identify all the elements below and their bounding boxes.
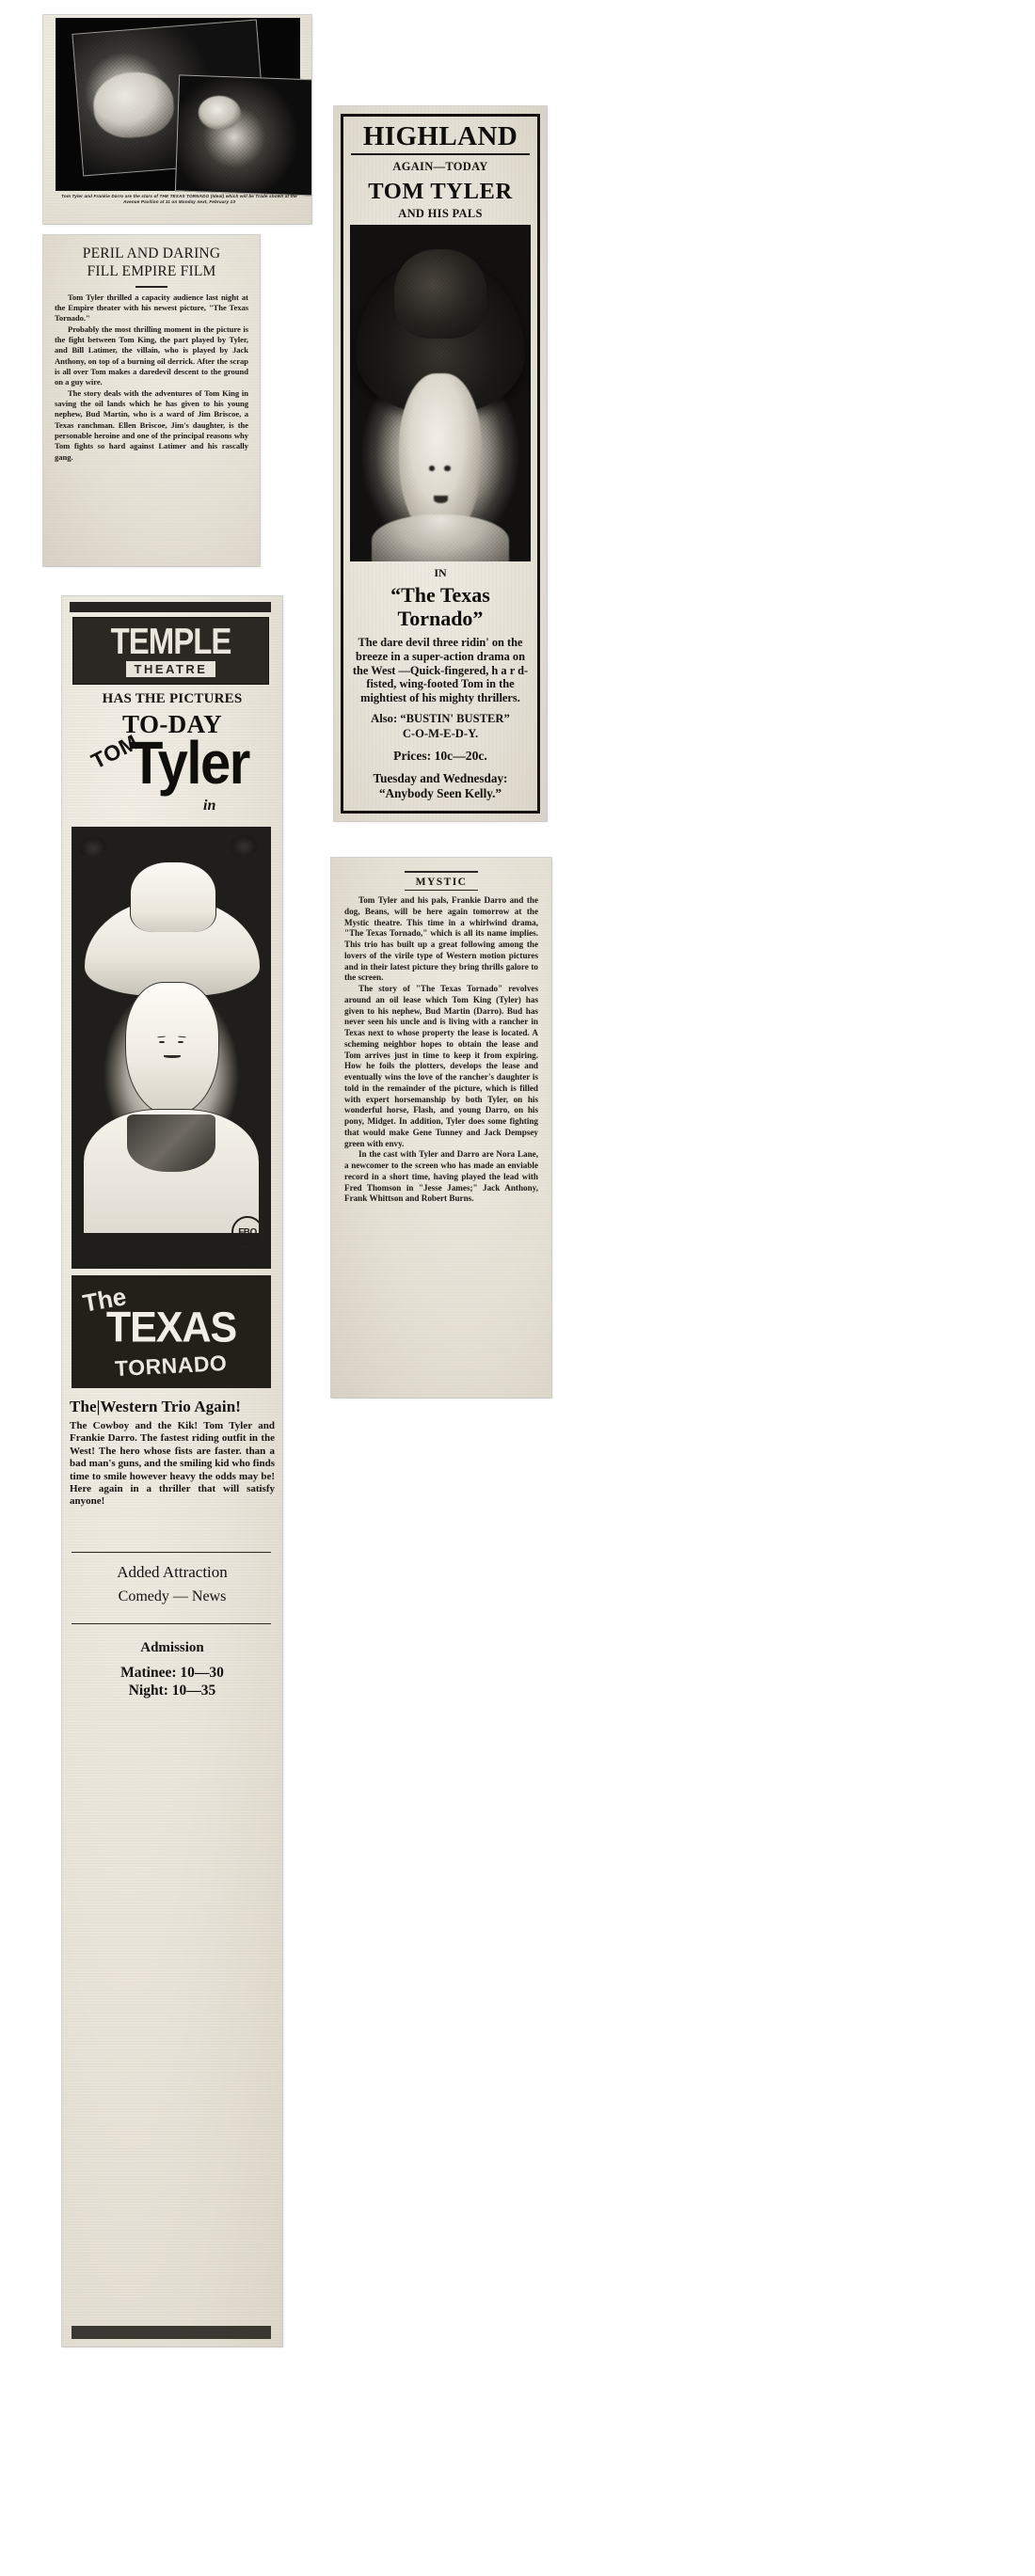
temple-matinee-price: Matinee: 10—30: [120, 1665, 224, 1681]
photo-caption: Tom Tyler and Frankie Darro are the stars of THE TEXAS TORNADO (Ideal) which will be Trade shown at the Avenue Pavilion at 11 on Monday next, February 13: [61, 194, 297, 205]
brow-right: [178, 1036, 186, 1038]
fbo-logo: FBO: [231, 1216, 263, 1248]
temple-blurb: The Cowboy and the Kik! Tom Tyler and Frankie Darro. The fastest riding outfit in the West! The hero whose fists are faster. than a bad man's guns, and the smiling kid who finds time to smile however heavy the odds may be! Here again in a thriller that will satisfy anyone!: [70, 1420, 275, 1508]
temple-divider-1: [72, 1552, 271, 1553]
highland-next-days: Tuesday and Wednesday:: [373, 770, 508, 785]
temple-ad-clipping: [62, 596, 282, 2347]
highland-ad-clipping: [334, 106, 547, 821]
highland-next-film: “Anybody Seen Kelly.”: [378, 785, 502, 800]
peril-divider: [135, 286, 167, 288]
temple-today: TO-DAY: [122, 710, 222, 738]
neckerchief: [127, 1114, 215, 1172]
highland-in-label: IN: [434, 566, 447, 579]
temple-logo-name: TEMPLE: [110, 620, 231, 661]
temple-title-texas: TEXAS: [105, 1304, 237, 1351]
eye-left: [159, 1041, 165, 1043]
temple-film-title-block: [72, 1275, 271, 1388]
temple-divider-2: [72, 1623, 271, 1624]
highland-again-today: AGAIN—TODAY: [392, 160, 488, 173]
mystic-body: [344, 895, 538, 1205]
collar: [372, 514, 509, 561]
mystic-paragraph-3: In the cast with Tyler and Darro are Nora Lane, a newcomer to the screen who has made an enviable record in a short time, having played the lead with Fred Thomson in "Jesse James;" Jack Anthony, Frank Whittson and Robert Burns.: [344, 1149, 538, 1204]
temple-in-label: in: [203, 798, 216, 814]
temple-bottom-bar: [72, 2326, 271, 2339]
temple-star-last-name: Tyler: [130, 729, 249, 798]
peril-paragraph-1: Tom Tyler thrilled a capacity audience last night at the Empire theater with his newest picture, "The Texas Tornado.": [55, 292, 248, 324]
highland-prices: Prices: 10c—20c.: [393, 748, 487, 763]
highland-theatre-name: HIGHLAND: [362, 121, 518, 151]
peril-headline-line1: PERIL AND DARING: [82, 245, 221, 261]
peril-article-clipping: [43, 235, 260, 566]
highland-and-his-pals: AND HIS PALS: [398, 207, 483, 220]
rider-silhouette-right: [230, 834, 258, 855]
peril-paragraph-2: Probably the most thrilling moment in the picture is the fight between Tom King, the part played by Tyler, and Bill Latimer, the villain, who is played by Jack Anthony, on top of a burning oil derrick. After the scrap is all over Tom makes a daredevil descent to the ground on a guy wire.: [55, 324, 248, 387]
temple-logo: [72, 617, 269, 685]
highland-film-title-line2: Tornado”: [397, 607, 484, 630]
temple-comedy-news: Comedy — News: [118, 1588, 227, 1604]
temple-added-attraction: Added Attraction: [117, 1563, 228, 1581]
face: [125, 982, 219, 1116]
highland-comedy-label: C-O-M-E-D-Y.: [402, 726, 479, 740]
temple-tom-tyler-illustration: [72, 827, 271, 1269]
temple-night-price: Night: 10—35: [128, 1683, 216, 1699]
eye-left: [429, 466, 435, 471]
highland-also-feature: Also: “BUSTIN' BUSTER”: [371, 711, 510, 725]
mystic-article-clipping: [331, 858, 551, 1398]
highland-blurb: The dare devil three ridin' on the breeze in a super-action drama on the West —Quick-fingered, h a r d-fisted, wing-footed Tom in the mightiest of his mighty thrillers.: [352, 636, 529, 705]
peril-body: [55, 292, 248, 464]
temple-admission-label: Admission: [140, 1640, 204, 1655]
rider-silhouette-left: [79, 836, 107, 857]
peril-paragraph-3: The story deals with the adventures of Tom King in saving the oil lands which he has given to his young nephew, Bud Martin, who is a ward of Jim Briscoe, a Texas ranchman. Ellen Briscoe, Jim's daughter, is the personable heroine and one of the principal reasons why Tom fights so hard against Latimer and his rascally gang.: [55, 387, 248, 462]
temple-title-the: The: [80, 1281, 129, 1318]
temple-trio-headline: The|Western Trio Again!: [70, 1398, 242, 1415]
highland-film-title-line1: “The Texas: [390, 583, 490, 607]
temple-has-the-pictures: HAS THE PICTURES: [102, 691, 243, 706]
highland-star-name: TOM TYLER: [368, 179, 513, 204]
temple-logo-subtitle: THEATRE: [126, 661, 216, 677]
photo-clipping: [43, 15, 311, 224]
temple-top-bar: [70, 602, 271, 612]
photo-black-background: [56, 19, 299, 190]
highland-border: [341, 114, 540, 814]
mystic-paragraph-2: The story of "The Texas Tornado" revolves around an oil lease which Tom King (Tyler) has given to his nephew, Bud Martin (Darro). Bud has never seen his uncle and is living with a rancher in Texas next to whose property the lease is located. A scheming neighbor hopes to obtain the lease and Tom arrives just in time to keep it from expiring. How he foils the plotters, develops the lease and eventually wins the love of the rancher's daughter is told in the remainder of the picture, which is filled with expert horsemanship by both Tyler, on his wonderful horse, Flash, and young Darro, on his pony, Midget. In addition, Tyler does some fighting that would make Gene Tunney and Jack Dempsey green with envy.: [344, 984, 538, 1148]
highland-tom-tyler-portrait: [350, 225, 531, 561]
highland-rule: [351, 153, 530, 155]
peril-headline-line2: FILL EMPIRE FILM: [87, 263, 216, 279]
temple-title-tornado: TORNADO: [114, 1350, 229, 1381]
mystic-divider-top: [405, 871, 478, 873]
photo-still-secondary: [175, 74, 311, 196]
mystic-heading: MYSTIC: [415, 875, 468, 888]
temple-star-first-name: TOM: [87, 729, 143, 774]
brow-left: [157, 1036, 166, 1038]
mouth: [164, 1055, 181, 1058]
mystic-divider-bottom: [405, 890, 478, 892]
mystic-paragraph-1: Tom Tyler and his pals, Frankie Darro and the dog, Beans, will be here again tomorrow at the Mystic theatre. This time in a whirlwind drama, "The Texas Tornado," which is all its name implies. This trio has built up a great following among the lovers of the virile type of Western motion pictures and in their latest picture they bring thrills galore to the screen.: [344, 895, 538, 983]
photo-image: [43, 15, 311, 224]
eye-right: [178, 1041, 183, 1043]
smile: [434, 496, 448, 503]
eye-right: [444, 466, 450, 471]
